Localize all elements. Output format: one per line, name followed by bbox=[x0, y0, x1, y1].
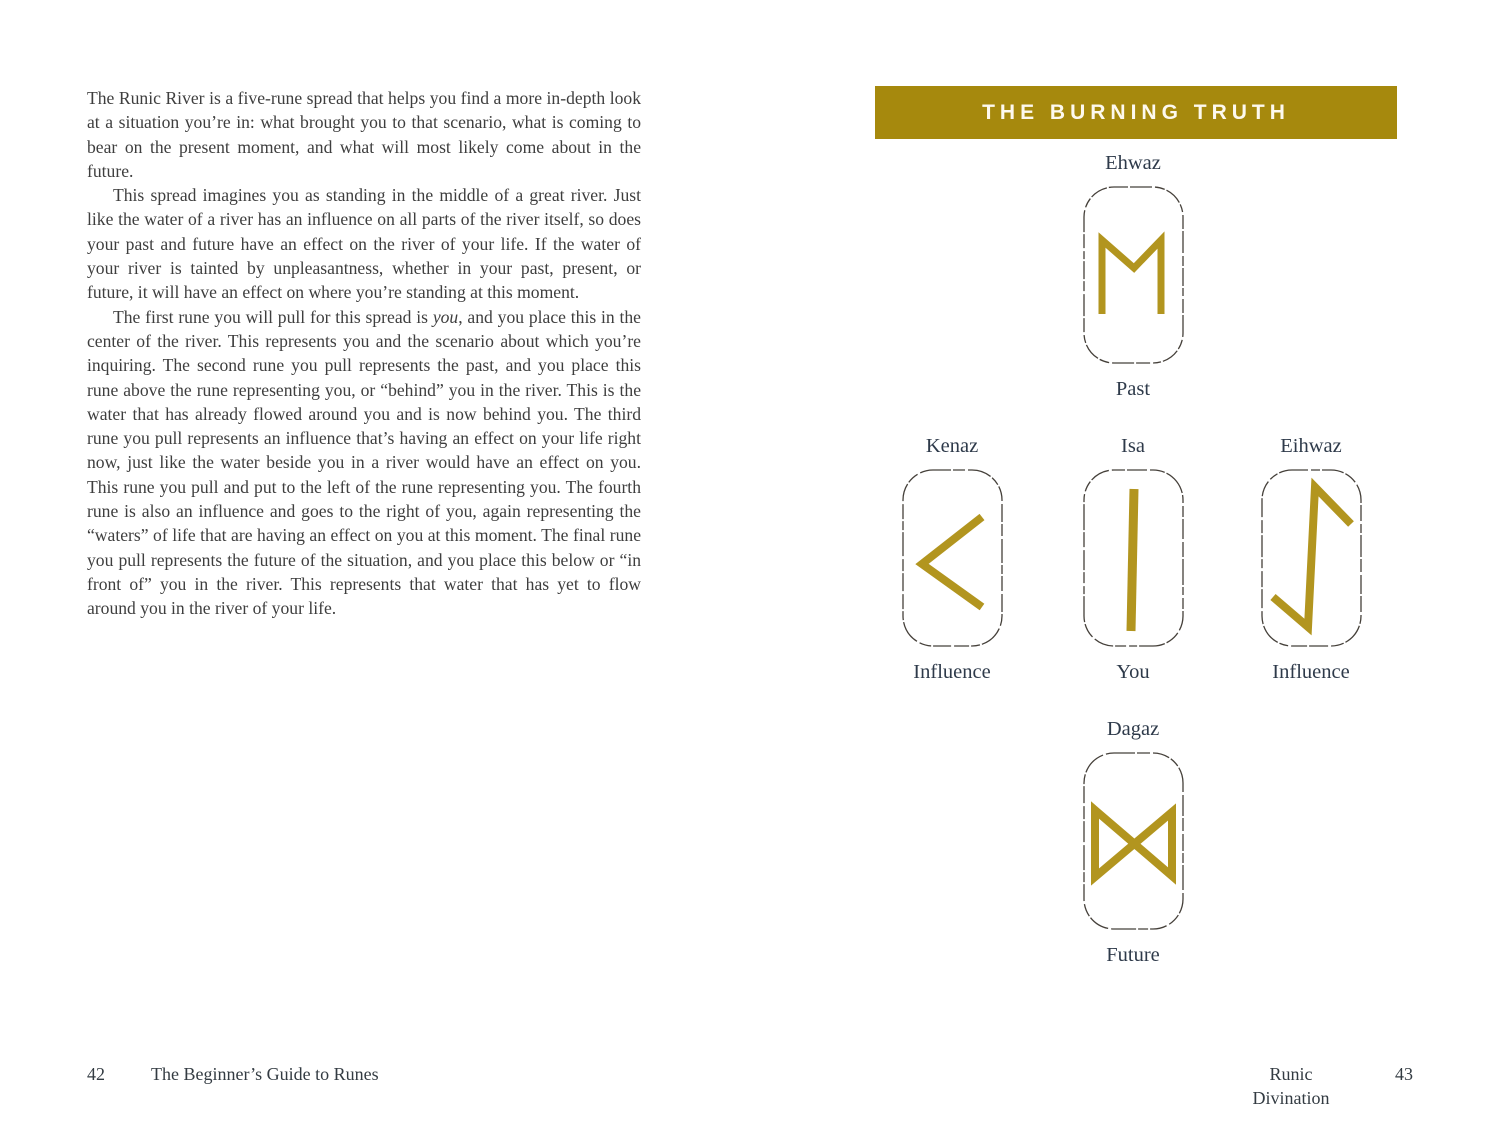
section-banner bbox=[875, 86, 1397, 139]
eihwaz-rune-icon bbox=[1259, 467, 1364, 649]
right-page-number: 43 bbox=[1395, 1064, 1413, 1084]
rune-card bbox=[900, 467, 1005, 649]
rune-position-label: You bbox=[1116, 661, 1150, 683]
rune-card-group-you bbox=[1053, 433, 1213, 685]
rune-name-label: Isa bbox=[1121, 435, 1145, 457]
chapter-title-footer: Runic Divination bbox=[1252, 1064, 1330, 1108]
rune-card bbox=[1081, 750, 1186, 932]
paragraph-3 bbox=[87, 305, 641, 621]
section-title: THE BURNING TRUTH bbox=[982, 100, 1290, 124]
dagaz-rune-icon bbox=[1081, 750, 1186, 932]
rune-name-label: Kenaz bbox=[925, 435, 979, 457]
paragraph-2: This spread imagines you as standing in the middle of a great river. Just like the water of a river has an influence on all parts of the river itself, so does your past and future have an effect on the river of your life. If the water of your river is tainted by unpleasantness, whether in your past, present, or future, it will have an effect on where you’re standing at this moment. bbox=[87, 185, 641, 303]
rune-card-group-influence-left bbox=[872, 433, 1032, 685]
ehwaz-rune-icon bbox=[1081, 184, 1186, 366]
book-title-footer: The Beginner’s Guide to Runes bbox=[151, 1064, 379, 1084]
rune-card-group-influence-right bbox=[1231, 433, 1391, 685]
card-border bbox=[903, 470, 1002, 646]
isa-rune-icon bbox=[1081, 467, 1186, 649]
rune-position-label: Influence bbox=[1272, 661, 1350, 683]
body-text bbox=[87, 86, 641, 621]
rune-card bbox=[1081, 184, 1186, 366]
left-page-number: 42 bbox=[87, 1064, 105, 1084]
rune-name-label: Dagaz bbox=[1106, 718, 1160, 740]
rune-name-label: Ehwaz bbox=[1105, 152, 1161, 174]
paragraph-3-text-continued: , and you place this in the center of the river. This represents you and the scenario about which you’re inquiring. The second rune you pull represents the past, and you place this rune above the rune representing you, or “behind” you in the river. This is the water that has already flowed around you and is now behind you. The third rune you pull represents an influence that’s having an effect on your life right now, just like the water beside you in a river would have an effect on you. This rune you pull and put to the left of the rune representing you. The fourth rune is also an influence and goes to the right of you, again representing the “waters” of life that are having an effect on you at this moment. The final rune you pull represents the future of the situation, and you place this below or “in front of” you in the river. This represents that water that has yet to flow around you in the river of your life. bbox=[87, 306, 641, 619]
rune-position-label: Influence bbox=[913, 661, 991, 683]
rune-card-group-past bbox=[1053, 150, 1213, 402]
paragraph-3-text: The first rune you will pull for this spread is bbox=[113, 306, 433, 327]
rune-position-label: Future bbox=[1106, 944, 1160, 966]
rune-card bbox=[1081, 467, 1186, 649]
rune-card-group-future bbox=[1053, 716, 1213, 968]
paragraph-1: The Runic River is a five-rune spread that helps you find a more in-depth look at a situation you’re in: what brought you to that scenario, what is coming to bear on the present moment, and what will most likely come about in the future. bbox=[87, 88, 641, 181]
rune-name-label: Eihwaz bbox=[1280, 435, 1342, 457]
paragraph-3-italic-word: you bbox=[432, 306, 459, 327]
rune-card bbox=[1259, 467, 1364, 649]
rune-position-label: Past bbox=[1115, 378, 1151, 400]
kenaz-rune-icon bbox=[900, 467, 1005, 649]
